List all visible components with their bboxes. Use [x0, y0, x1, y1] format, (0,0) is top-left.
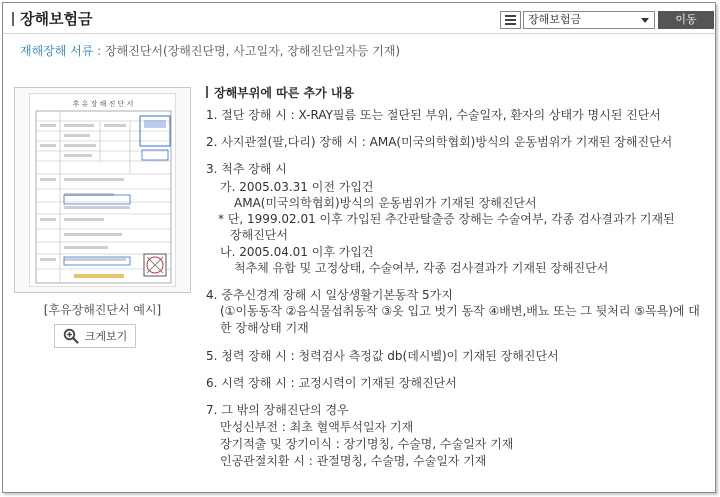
heading-marker [206, 86, 208, 98]
section-heading-text: 장해부위에 따른 추가 내용 [214, 85, 355, 100]
category-select[interactable] [523, 11, 655, 29]
section-heading [206, 84, 711, 100]
content-frame [2, 2, 716, 493]
required-docs-text: 장해진단서(장해진단명, 사고일자, 장해진단일자등 기재) [105, 44, 401, 58]
requirements-content [206, 84, 711, 468]
sample-caption: [후유장해진단서 예시] [43, 303, 162, 317]
req-item-spine-before-detail: AMA(미국의학협회)방식의 운동범위가 기재된 장해진단서 [234, 196, 537, 210]
req-item-other-organ: 장기적출 및 장기이식 : 장기명칭, 수술명, 수술일자 기재 [220, 437, 514, 451]
req-item-spine-after: 나. 2005.04.01 이후 가입건 [220, 245, 374, 259]
req-item-other-renal: 만성신부전 : 최초 혈액투석일자 기재 [220, 420, 414, 434]
req-item-other: 7. 그 밖의 장해진단의 경우 [206, 403, 349, 417]
req-item-limb-joint: 2. 사지관절(팔,다리) 장해 시 : AMA(미국의학협회)방식의 운동범위가 기재된 장해진단서 [206, 135, 673, 149]
page-title: 장해보험금 [20, 10, 93, 28]
req-item-vision: 6. 시력 장해 시 : 교정시력이 기재된 장해진단서 [206, 376, 457, 390]
required-docs-line [20, 42, 400, 59]
title-marker [12, 12, 14, 26]
req-item-hearing: 5. 청력 장해 시 : 청력검사 측정값 db(데시벨)이 기재된 장해진단서 [206, 349, 559, 363]
go-button[interactable]: 이동 [658, 11, 714, 29]
req-item-spine-note: * 단, 1999.02.01 이후 가입된 추간판탈출증 장해는 수술여부, 각종 검사결과가 기재된 [218, 212, 675, 226]
sample-form-thumbnail[interactable] [14, 87, 191, 293]
req-item-spine-before: 가. 2005.03.31 이전 가입건 [220, 180, 374, 194]
chevron-down-icon [641, 18, 649, 23]
zoom-label: 크게보기 [84, 330, 128, 343]
req-item-other-joint: 인공관절치환 시 : 관절명칭, 수술명, 수술일자 기재 [220, 454, 487, 468]
req-item-cns: 4. 중추신경계 장해 시 일상생활기본동작 5가지 [206, 288, 453, 302]
form-title-text: 후 유 장 해 진 단 서 [72, 100, 134, 108]
required-docs-label: 재해장해 서류 : [20, 44, 102, 58]
page-header [3, 3, 715, 34]
sample-form-drawing [30, 94, 176, 287]
req-item-spine: 3. 척추 장해 시 [206, 162, 287, 176]
req-item-spine-after-detail: 척추체 유합 및 고정상태, 수술여부, 각종 검사결과가 기재된 장해진단서 [234, 261, 609, 275]
zoom-icon [63, 328, 79, 344]
req-item-amputation: 1. 절단 장해 시 : X-RAY필름 또는 절단된 부위, 수술일자, 환자의 상태가 명시된 진단서 [206, 108, 661, 122]
sample-form-image [29, 93, 176, 287]
req-item-spine-note-cont: 장해진단서 [230, 228, 288, 242]
menu-icon[interactable] [500, 11, 521, 29]
req-item-cns-detail: (①이동동작 ②음식물섭취동작 ③옷 입고 벗기 동작 ④배변,배뇨 또는 그 뒷처리 ⑤목욕)에 대한 장해상태 기재 [220, 304, 700, 335]
zoom-button[interactable] [54, 324, 136, 348]
category-select-value: 장해보험금 [528, 13, 582, 26]
